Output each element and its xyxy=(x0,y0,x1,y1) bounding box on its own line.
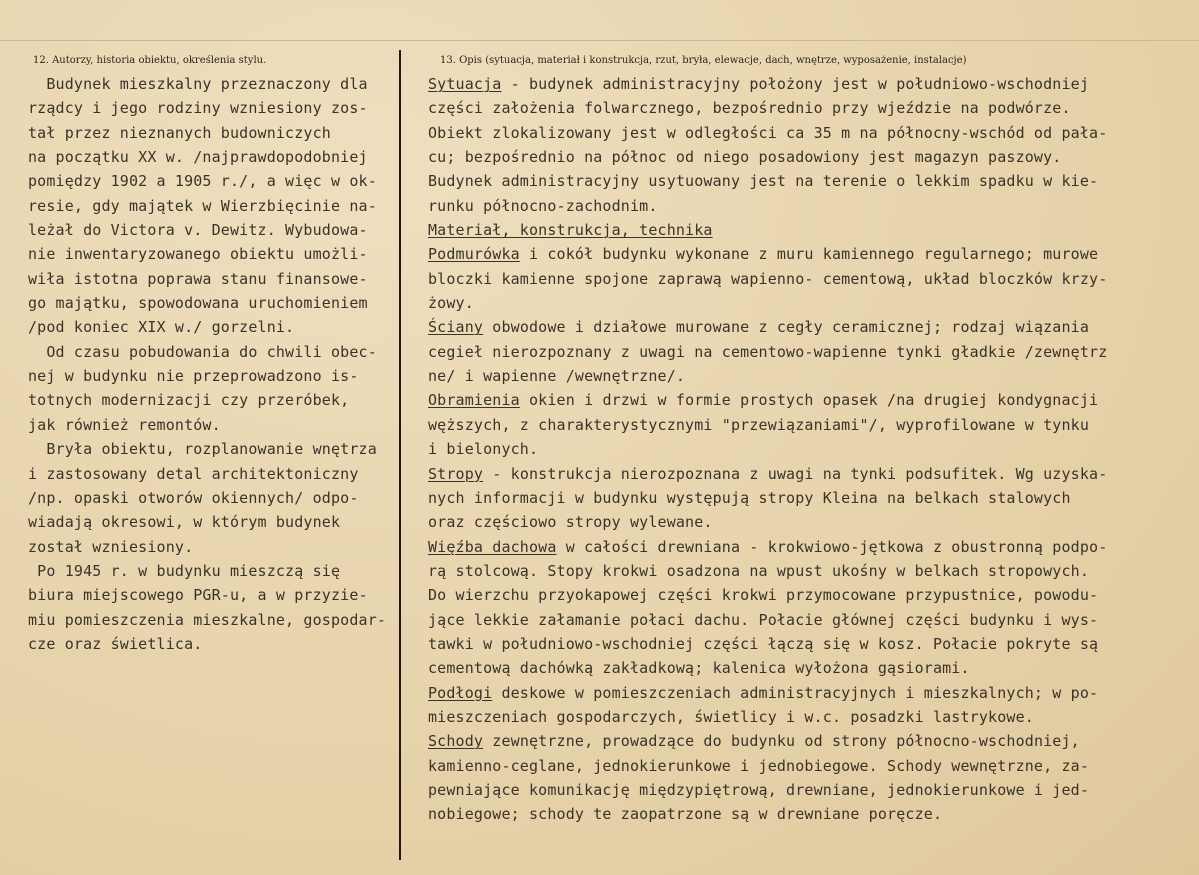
history-text-line: pomiędzy 1902 a 1905 r./, a więc w ok- xyxy=(28,172,377,191)
description-text-line xyxy=(428,364,1199,388)
section-label: Ściany xyxy=(428,318,484,337)
description-column xyxy=(428,72,1199,827)
section-label: Materiał, konstrukcja, technika xyxy=(428,221,713,240)
line-text: rą stolcową. Stopy krokwi osadzona na wpust ukośny w belkach stropowych. xyxy=(428,561,1090,580)
line-text: obwodowe i działowe murowane z cegły ceramicznej; rodzaj wiązania xyxy=(483,318,1090,337)
description-text-line xyxy=(428,413,1199,437)
section-label: Podłogi xyxy=(428,683,493,702)
history-text-line: Budynek mieszkalny przeznaczony dla xyxy=(28,75,368,93)
line-text: w całości drewniana - krokwiowo-jętkowa z obustronną podpo- xyxy=(556,537,1108,556)
history-text-line: nie inwentaryzowanego obiektu umożli- xyxy=(28,245,368,264)
history-text-line: leżał do Victora v. Dewitz. Wybudowa- xyxy=(28,221,368,240)
description-text-line xyxy=(428,145,1199,169)
line-text: cegieł nierozpoznany z uwagi na cementowo-wapienne tynki gładkie /zewnętrz xyxy=(428,342,1108,361)
description-text-line xyxy=(428,267,1199,291)
history-text-line: Od czasu pobudowania do chwili obec- xyxy=(28,342,377,361)
line-text: Budynek administracyjny usytuowany jest na terenie o lekkim spadku w kie- xyxy=(428,172,1099,191)
line-text: deskowe w pomieszczeniach administracyjnych i mieszkalnych; w po- xyxy=(492,683,1099,702)
description-text-line xyxy=(428,169,1199,193)
description-text-line xyxy=(428,802,1199,826)
history-text-line: jak również remontów. xyxy=(28,415,221,434)
history-text-line: tał przez nieznanych budowniczych xyxy=(28,123,331,142)
history-text-line: wiła istotna poprawa stanu finansowe- xyxy=(28,269,368,288)
column-divider xyxy=(399,50,401,860)
line-text: zewnętrzne, prowadzące do budynku od strony północno-wschodniej, xyxy=(483,732,1080,751)
line-text: Obiekt zlokalizowany jest w odległości ca 35 m na północny-wschód od pała- xyxy=(428,123,1108,142)
description-text-line xyxy=(428,340,1199,364)
history-text-line: /pod koniec XIX w./ gorzelni. xyxy=(28,318,295,337)
history-text-line: Bryła obiektu, rozplanowanie wnętrza xyxy=(28,440,377,459)
history-text-line: Po 1945 r. w budynku mieszczą się xyxy=(28,561,341,580)
description-text-line xyxy=(428,218,1199,242)
line-text: cementową dachówką zakładkową; kalenica wyłożona gąsiorami. xyxy=(428,659,970,678)
history-text-line: i zastosowany detal architektoniczny xyxy=(28,464,359,483)
line-text: tawki w południowo-wschodniej części łączą się w kosz. Połacie pokryte są xyxy=(428,634,1099,653)
description-text-line xyxy=(428,583,1199,607)
line-text: runku północno-zachodnim. xyxy=(428,196,658,215)
line-text: mieszczeniach gospodarczych, świetlicy i w.c. posadzki lastrykowe. xyxy=(428,707,1034,726)
history-text-line: resie, gdy majątek w Wierzbięcinie na- xyxy=(28,196,377,215)
description-text-line xyxy=(428,559,1199,583)
description-text-line xyxy=(428,72,1199,96)
description-text-line xyxy=(428,608,1199,632)
description-text-line xyxy=(428,388,1199,412)
description-text-line xyxy=(428,632,1199,656)
history-text-line: na początku XX w. /najprawdopodobniej xyxy=(28,148,368,167)
line-text: kamienno-ceglane, jednokierunkowe i jednobiegowe. Schody wewnętrzne, za- xyxy=(428,756,1090,775)
line-text: ne/ i wapienne /wewnętrzne/. xyxy=(428,367,686,386)
line-text: cu; bezpośrednio na północ od niego posadowiony jest magazyn paszowy. xyxy=(428,148,1062,167)
line-text: i bielonych. xyxy=(428,440,539,459)
section-label: Stropy xyxy=(428,464,484,483)
description-text-line xyxy=(428,681,1199,705)
description-text-line xyxy=(428,486,1199,510)
line-text: oraz częściowo stropy wylewane. xyxy=(428,513,713,532)
line-text: - budynek administracyjny położony jest w południowo-wschodniej xyxy=(501,75,1090,93)
description-text-line xyxy=(428,121,1199,145)
description-text-line xyxy=(428,705,1199,729)
description-text-line xyxy=(428,291,1199,315)
line-text: Do wierzchu przyokapowej części krokwi przymocowane przypustnice, powodu- xyxy=(428,586,1099,605)
section-label: Sytuacja xyxy=(428,75,502,93)
description-text-line xyxy=(428,656,1199,680)
description-text-line xyxy=(428,242,1199,266)
history-text-line: rządcy i jego rodziny wzniesiony zos- xyxy=(28,99,368,118)
history-text-line: totnych modernizacji czy przeróbek, xyxy=(28,391,350,410)
line-text: - konstrukcja nierozpoznana z uwagi na tynki podsufitek. Wg uzyska- xyxy=(483,464,1108,483)
section-12-heading: 12. Autorzy, historia obiektu, określenia stylu. xyxy=(33,55,267,66)
description-text-line xyxy=(428,437,1199,461)
history-text-line: wiadają okresowi, w którym budynek xyxy=(28,513,341,532)
history-text-line: został wzniesiony. xyxy=(28,537,194,556)
history-text-line: miu pomieszczenia mieszkalne, gospodar- xyxy=(28,610,387,629)
line-text: węższych, z charakterystycznymi "przewiązaniami"/, wyprofilowane w tynku xyxy=(428,415,1090,434)
section-label: Schody xyxy=(428,732,484,751)
section-label: Obramienia xyxy=(428,391,520,410)
line-text: żowy. xyxy=(428,294,474,313)
description-text-line xyxy=(428,510,1199,534)
section-13-heading: 13. Opis (sytuacja, materiał i konstrukcja, rzut, bryła, elewacje, dach, wnętrze, wyposażenie, instalacje) xyxy=(440,55,967,66)
history-text-line: cze oraz świetlica. xyxy=(28,634,203,653)
description-text-line xyxy=(428,535,1199,559)
history-text-line: biura miejscowego PGR-u, a w przyzie- xyxy=(28,586,368,605)
history-text-line: nej w budynku nie przeprowadzono is- xyxy=(28,367,359,386)
line-text: nobiegowe; schody te zaopatrzone są w drewniane poręcze. xyxy=(428,805,943,824)
line-text: jące lekkie załamanie połaci dachu. Połacie głównej części budynku i wys- xyxy=(428,610,1099,629)
section-label: Podmurówka xyxy=(428,245,520,264)
description-text-line xyxy=(428,462,1199,486)
history-text-line: /np. opaski otworów okiennych/ odpo- xyxy=(28,488,359,507)
line-text: nych informacji w budynku występują stropy Kleina na belkach stalowych xyxy=(428,488,1071,507)
description-text-line xyxy=(428,778,1199,802)
history-text-line: go majątku, spowodowana uruchomieniem xyxy=(28,294,368,313)
line-text: i cokół budynku wykonane z muru kamiennego regularnego; murowe xyxy=(519,245,1099,264)
description-text-line xyxy=(428,194,1199,218)
line-text: bloczki kamienne spojone zaprawą wapienno- cementową, układ bloczków krzy- xyxy=(428,269,1108,288)
top-rule xyxy=(0,40,1199,41)
description-text-line xyxy=(428,315,1199,339)
section-label: Więźba dachowa xyxy=(428,537,557,556)
line-text: pewniające komunikację międzypiętrową, drewniane, jednokierunkowe i jed- xyxy=(428,780,1090,799)
line-text: okien i drzwi w formie prostych opasek /na drugiej kondygnacji xyxy=(519,391,1099,410)
description-text-line xyxy=(428,729,1199,753)
description-text-line xyxy=(428,754,1199,778)
history-column xyxy=(28,72,398,656)
description-text-line xyxy=(428,96,1199,120)
line-text: części założenia folwarcznego, bezpośrednio przy wjeździe na podwórze. xyxy=(428,99,1071,118)
